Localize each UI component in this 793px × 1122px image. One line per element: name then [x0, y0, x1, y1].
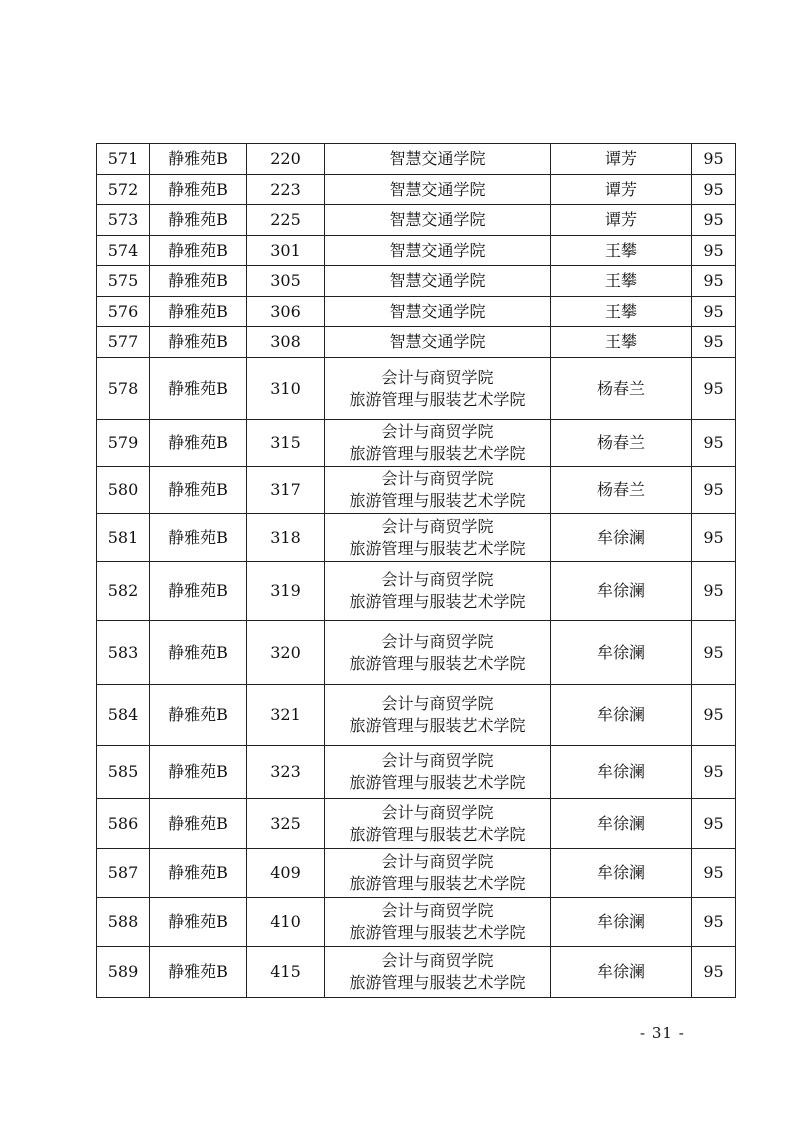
college-cell — [325, 236, 551, 266]
college-cell — [325, 799, 551, 849]
building-cell: 静雅苑B — [150, 562, 247, 621]
college-cell — [325, 467, 551, 514]
table-row — [97, 746, 736, 799]
room-cell: 223 — [247, 175, 325, 205]
table-row — [97, 799, 736, 849]
college-line: 会计与商贸学院 — [381, 367, 494, 387]
row-number-cell: 576 — [97, 297, 150, 327]
page-number: - 31 - — [640, 1024, 685, 1042]
row-number-cell: 579 — [97, 420, 150, 467]
college-line: 智慧交通学院 — [389, 210, 486, 229]
building-cell: 静雅苑B — [150, 799, 247, 849]
college-line: 会计与商贸学院 — [381, 901, 494, 920]
college-line: 旅游管理与服装艺术学院 — [349, 923, 526, 942]
dormitory-score-table — [96, 143, 736, 998]
row-number-cell: 575 — [97, 266, 150, 297]
row-number-cell: 583 — [97, 621, 150, 685]
teacher-cell: 王攀 — [551, 236, 692, 266]
college-line: 会计与商贸学院 — [381, 802, 494, 822]
college-line: 会计与商贸学院 — [381, 951, 494, 970]
building-cell: 静雅苑B — [150, 144, 247, 175]
teacher-cell: 王攀 — [551, 327, 692, 358]
row-number-cell: 573 — [97, 205, 150, 236]
room-cell: 320 — [247, 621, 325, 685]
college-cell — [325, 297, 551, 327]
college-line: 旅游管理与服装艺术学院 — [349, 874, 526, 893]
building-cell: 静雅苑B — [150, 236, 247, 266]
score-cell: 95 — [692, 205, 736, 236]
row-number-cell: 580 — [97, 467, 150, 514]
college-cell — [325, 358, 551, 420]
college-cell — [325, 849, 551, 898]
table-row — [97, 297, 736, 327]
college-line: 会计与商贸学院 — [381, 516, 494, 536]
score-cell: 95 — [692, 467, 736, 514]
room-cell: 318 — [247, 514, 325, 562]
room-cell: 306 — [247, 297, 325, 327]
college-line: 旅游管理与服装艺术学院 — [349, 592, 526, 611]
table-row — [97, 327, 736, 358]
building-cell: 静雅苑B — [150, 205, 247, 236]
teacher-cell: 王攀 — [551, 297, 692, 327]
building-cell: 静雅苑B — [150, 327, 247, 358]
score-cell: 95 — [692, 327, 736, 358]
building-cell: 静雅苑B — [150, 746, 247, 799]
row-number-cell: 577 — [97, 327, 150, 358]
college-cell — [325, 514, 551, 562]
table-row — [97, 266, 736, 297]
college-line: 智慧交通学院 — [389, 301, 486, 321]
row-number-cell: 585 — [97, 746, 150, 799]
college-cell — [325, 898, 551, 947]
building-cell: 静雅苑B — [150, 947, 247, 998]
college-cell — [325, 562, 551, 621]
college-cell — [325, 266, 551, 297]
teacher-cell: 谭芳 — [551, 144, 692, 175]
table-row — [97, 205, 736, 236]
college-line: 旅游管理与服装艺术学院 — [349, 444, 526, 463]
room-cell: 310 — [247, 358, 325, 420]
building-cell: 静雅苑B — [150, 175, 247, 205]
score-cell: 95 — [692, 849, 736, 898]
room-cell: 315 — [247, 420, 325, 467]
building-cell: 静雅苑B — [150, 467, 247, 514]
teacher-cell: 牟徐澜 — [551, 849, 692, 898]
building-cell: 静雅苑B — [150, 849, 247, 898]
score-cell: 95 — [692, 685, 736, 746]
teacher-cell: 杨春兰 — [551, 467, 692, 514]
room-cell: 321 — [247, 685, 325, 746]
row-number-cell: 586 — [97, 799, 150, 849]
college-line: 旅游管理与服装艺术学院 — [349, 538, 526, 558]
table-row — [97, 144, 736, 175]
teacher-cell: 谭芳 — [551, 205, 692, 236]
table-row — [97, 947, 736, 998]
building-cell: 静雅苑B — [150, 420, 247, 467]
college-line: 会计与商贸学院 — [381, 631, 494, 651]
score-cell: 95 — [692, 746, 736, 799]
college-line: 旅游管理与服装艺术学院 — [349, 491, 526, 510]
college-line: 会计与商贸学院 — [381, 751, 494, 770]
college-line: 会计与商贸学院 — [381, 422, 494, 441]
room-cell: 220 — [247, 144, 325, 175]
table-row — [97, 685, 736, 746]
score-cell: 95 — [692, 144, 736, 175]
score-cell: 95 — [692, 297, 736, 327]
college-line: 旅游管理与服装艺术学院 — [349, 973, 526, 992]
table-row — [97, 358, 736, 420]
college-cell — [325, 420, 551, 467]
building-cell: 静雅苑B — [150, 685, 247, 746]
building-cell: 静雅苑B — [150, 514, 247, 562]
score-cell: 95 — [692, 420, 736, 467]
table-row — [97, 175, 736, 205]
row-number-cell: 578 — [97, 358, 150, 420]
room-cell: 305 — [247, 266, 325, 297]
teacher-cell: 谭芳 — [551, 175, 692, 205]
score-cell: 95 — [692, 621, 736, 685]
college-cell — [325, 205, 551, 236]
score-cell: 95 — [692, 562, 736, 621]
score-cell: 95 — [692, 514, 736, 562]
room-cell: 409 — [247, 849, 325, 898]
college-line: 旅游管理与服装艺术学院 — [349, 389, 526, 409]
college-line: 智慧交通学院 — [389, 149, 486, 168]
teacher-cell: 王攀 — [551, 266, 692, 297]
row-number-cell: 589 — [97, 947, 150, 998]
table-row — [97, 898, 736, 947]
college-line: 会计与商贸学院 — [381, 469, 494, 488]
room-cell: 323 — [247, 746, 325, 799]
row-number-cell: 574 — [97, 236, 150, 266]
college-cell — [325, 144, 551, 175]
college-cell — [325, 327, 551, 358]
room-cell: 415 — [247, 947, 325, 998]
teacher-cell: 牟徐澜 — [551, 746, 692, 799]
table-row — [97, 514, 736, 562]
teacher-cell: 牟徐澜 — [551, 685, 692, 746]
room-cell: 225 — [247, 205, 325, 236]
teacher-cell: 牟徐澜 — [551, 621, 692, 685]
room-cell: 308 — [247, 327, 325, 358]
college-line: 会计与商贸学院 — [381, 570, 494, 589]
building-cell: 静雅苑B — [150, 297, 247, 327]
teacher-cell: 牟徐澜 — [551, 898, 692, 947]
building-cell: 静雅苑B — [150, 898, 247, 947]
teacher-cell: 牟徐澜 — [551, 947, 692, 998]
score-cell: 95 — [692, 947, 736, 998]
college-line: 智慧交通学院 — [389, 332, 486, 351]
college-line: 智慧交通学院 — [389, 179, 486, 199]
college-cell — [325, 175, 551, 205]
college-line: 智慧交通学院 — [389, 240, 486, 260]
room-cell: 301 — [247, 236, 325, 266]
teacher-cell: 牟徐澜 — [551, 514, 692, 562]
table-row — [97, 236, 736, 266]
teacher-cell: 牟徐澜 — [551, 799, 692, 849]
table-row — [97, 467, 736, 514]
building-cell: 静雅苑B — [150, 621, 247, 685]
teacher-cell: 杨春兰 — [551, 358, 692, 420]
score-cell: 95 — [692, 898, 736, 947]
building-cell: 静雅苑B — [150, 358, 247, 420]
building-cell: 静雅苑B — [150, 266, 247, 297]
row-number-cell: 588 — [97, 898, 150, 947]
teacher-cell: 牟徐澜 — [551, 562, 692, 621]
row-number-cell: 581 — [97, 514, 150, 562]
row-number-cell: 571 — [97, 144, 150, 175]
room-cell: 325 — [247, 799, 325, 849]
teacher-cell: 杨春兰 — [551, 420, 692, 467]
college-line: 旅游管理与服装艺术学院 — [349, 773, 526, 792]
college-cell — [325, 746, 551, 799]
college-line: 旅游管理与服装艺术学院 — [349, 653, 526, 673]
table-row — [97, 621, 736, 685]
score-cell: 95 — [692, 266, 736, 297]
row-number-cell: 587 — [97, 849, 150, 898]
table-row — [97, 849, 736, 898]
college-cell — [325, 685, 551, 746]
college-line: 会计与商贸学院 — [381, 694, 494, 713]
college-cell — [325, 947, 551, 998]
score-cell: 95 — [692, 236, 736, 266]
score-cell: 95 — [692, 358, 736, 420]
college-line: 智慧交通学院 — [389, 271, 486, 290]
row-number-cell: 572 — [97, 175, 150, 205]
college-line: 会计与商贸学院 — [381, 852, 494, 871]
row-number-cell: 582 — [97, 562, 150, 621]
table-body — [97, 144, 736, 998]
college-line: 旅游管理与服装艺术学院 — [349, 716, 526, 735]
row-number-cell: 584 — [97, 685, 150, 746]
room-cell: 410 — [247, 898, 325, 947]
table-row — [97, 562, 736, 621]
score-cell: 95 — [692, 799, 736, 849]
room-cell: 317 — [247, 467, 325, 514]
college-cell — [325, 621, 551, 685]
score-cell: 95 — [692, 175, 736, 205]
college-line: 旅游管理与服装艺术学院 — [349, 824, 526, 844]
room-cell: 319 — [247, 562, 325, 621]
table-row — [97, 420, 736, 467]
